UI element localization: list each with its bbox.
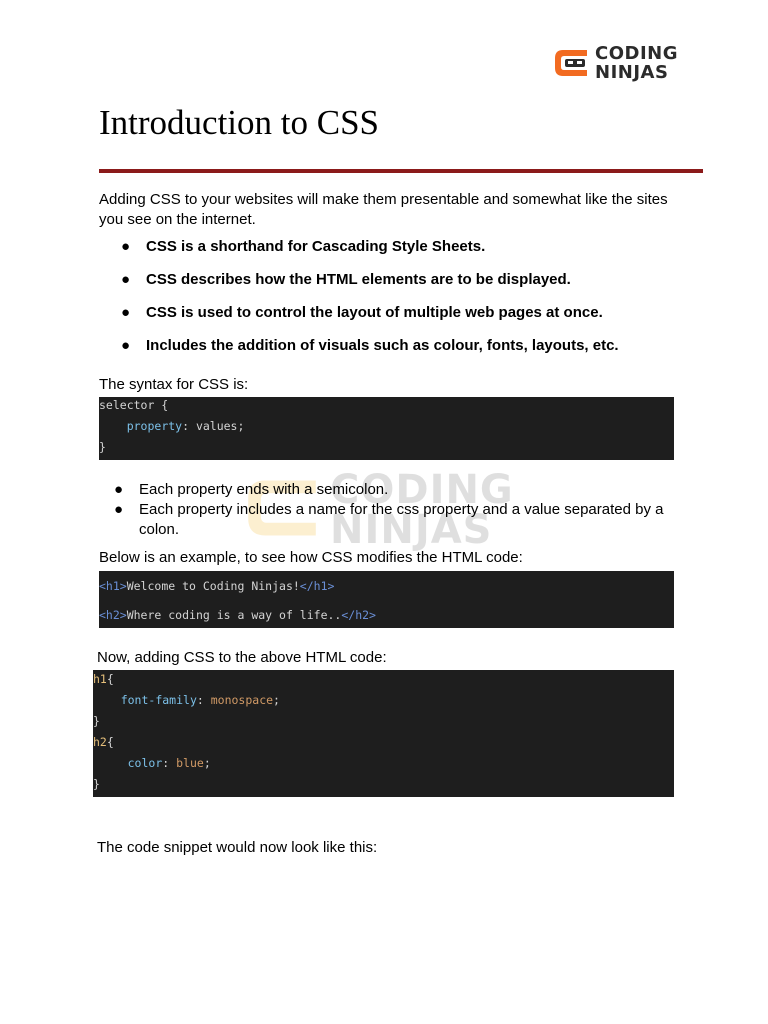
code-line: property: values; xyxy=(126,419,245,433)
key-points-list xyxy=(99,237,619,369)
snippet-intro: The code snippet would now look like this: xyxy=(97,839,378,856)
code-line: selector { xyxy=(99,398,169,412)
adding-intro: Now, adding CSS to the above HTML code: xyxy=(97,649,387,666)
list-item: ● Each property includes a name for the css property and a value separated by a colon. xyxy=(114,501,664,538)
css-code-block xyxy=(93,670,674,797)
property-points-list xyxy=(99,480,679,540)
code-line: } xyxy=(93,714,100,728)
list-item: ● CSS is a shorthand for Cascading Style Sheets. xyxy=(121,238,486,255)
code-line: h2{ xyxy=(93,735,114,749)
code-line: } xyxy=(99,440,106,454)
coding-ninjas-logo xyxy=(553,44,693,84)
bullet-icon: ● xyxy=(121,238,131,255)
bullet-icon: ● xyxy=(121,304,131,321)
logo-wordmark: CODING NINJAS xyxy=(595,43,678,83)
code-line: color: blue; xyxy=(127,756,211,770)
code-line: h1{ xyxy=(93,672,114,686)
syntax-intro: The syntax for CSS is: xyxy=(99,376,249,393)
code-line: } xyxy=(93,777,100,791)
example-intro: Below is an example, to see how CSS modifies the HTML code: xyxy=(99,549,523,566)
page-title: Introduction to CSS xyxy=(99,103,380,142)
list-item: ● CSS describes how the HTML elements are to be displayed. xyxy=(121,271,571,288)
syntax-code-block xyxy=(99,397,674,460)
watermark-text: CODING NINJAS xyxy=(330,467,514,553)
intro-paragraph: Adding CSS to your websites will make them presentable and somewhat like the sites you see on the internet. xyxy=(99,191,668,228)
list-item: ● Includes the addition of visuals such as colour, fonts, layouts, etc. xyxy=(121,337,619,354)
code-line: font-family: monospace; xyxy=(120,693,280,707)
list-item: ● CSS is used to control the layout of multiple web pages at once. xyxy=(121,304,603,321)
bullet-icon: ● xyxy=(114,501,124,518)
code-line: <h2>Where coding is a way of life..</h2> xyxy=(99,608,376,622)
bullet-icon: ● xyxy=(121,337,131,354)
bullet-icon: ● xyxy=(121,271,131,288)
coding-ninjas-logo-icon xyxy=(553,46,589,80)
title-divider xyxy=(99,169,703,173)
code-line: <h1>Welcome to Coding Ninjas!</h1> xyxy=(99,579,335,593)
html-code-block xyxy=(99,571,674,628)
list-item: ● Each property ends with a semicolon. xyxy=(114,481,389,498)
bullet-icon: ● xyxy=(114,481,124,498)
